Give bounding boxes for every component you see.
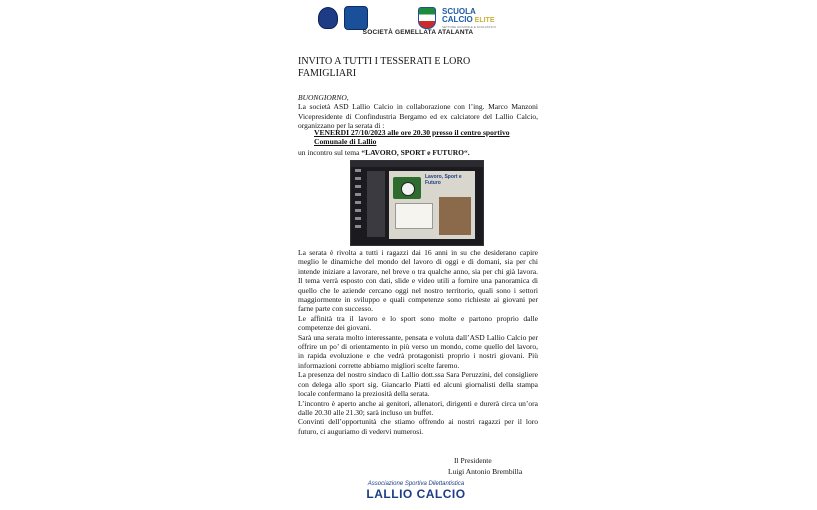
intro-paragraph: La società ASD Lallio Calcio in collaborazione con l’ing. Marco Manzoni Vicepresidente di Confindustria Bergamo ed ex calciatore del Lallio Calcio, organizzano per la serata di :	[298, 102, 538, 131]
slide-photo	[439, 197, 471, 235]
footer-brand: LALLIO CALCIO	[366, 487, 466, 501]
document-page	[296, 0, 540, 510]
greeting: BUONGIORNO,	[298, 93, 349, 102]
football-image	[393, 177, 421, 199]
signature-role: Il Presidente	[454, 456, 492, 465]
slide-panel	[354, 169, 362, 239]
event-date: VENERDI 27/10/2023 alle ore 20.30 presso il centro sportivo Comunale di Lallio	[314, 128, 510, 147]
intro-block	[298, 93, 538, 131]
scuola-calcio-elite-logo	[442, 8, 496, 29]
tema-title: “LAVORO, SPORT e FUTURO“.	[361, 148, 470, 157]
footer-logo	[316, 481, 516, 500]
tema-prefix: un incontro sul tema	[298, 148, 362, 157]
gemellata-caption: SOCIETÀ GEMELLATA ATALANTA	[362, 29, 474, 36]
paragraph: Convinti dell’opportunità che stiamo offrendo ai nostri ragazzi per il loro futuro, ci auguriamo di vedervi numerosi.	[298, 417, 538, 436]
scuola-subtitle: SETTORE GIOVANILE E SCOLASTICO	[442, 25, 496, 29]
footer-association: Associazione Sportiva Dilettantistica	[367, 481, 465, 487]
presentation-screenshot	[350, 160, 484, 246]
signature-block	[448, 455, 522, 477]
slide-thumbnails	[367, 171, 385, 237]
figc-logo	[418, 7, 436, 29]
paragraph: L’incontro è aperto anche ai genitori, allenatori, dirigenti e durerà circa un’ora dalle 20.30 alle 21.30; sarà incluso un buffet.	[298, 398, 538, 417]
document-title: INVITO A TUTTI I TESSERATI E LORO FAMIGLIARI	[298, 56, 471, 79]
signature-name: Luigi Antonio Brembilla	[448, 467, 523, 476]
slide-title: Lavoro, Sport e Futuro	[425, 174, 462, 186]
slide-textbox	[395, 203, 433, 229]
elite-label: ELITE	[474, 17, 495, 24]
atalanta-logo	[318, 7, 338, 29]
paragraph: Sarà una serata molto interessante, pensata e voluta dall’ASD Lallio Calcio per offrire un po’ di orientamento in più verso un mondo, come quello del lavoro, in rapida evoluzione e che vedrà protagonisti proprio i nostri giovani. Più informazioni corrette abbiamo migliori scelte faremo.	[298, 332, 538, 370]
paragraph: Le affinità tra il lavoro e lo sport sono molte e partono proprio dalle competenze dei giovani.	[298, 313, 538, 333]
tema-line	[298, 148, 538, 157]
slide-preview	[389, 171, 475, 239]
paragraph: La presenza del nostro sindaco di Lallio dott.ssa Sara Peruzzini, del consigliere con delega allo sport sig. Giancarlo Piatti ed alcuni giornalisti della stampa locale confermano la preziosità della serata.	[298, 370, 538, 399]
lallio-calcio-logo	[344, 6, 368, 30]
header-logos	[296, 6, 540, 28]
scuola-label: SCUOLA	[442, 7, 476, 16]
paragraph: La serata è rivolta a tutti i ragazzi dai 16 anni in su che desiderano capire meglio le dinamiche del mondo del lavoro di oggi e di domani, sia per chi intende iniziare a lavorare, nel breve o tra qualche anno, sia per chi già lavora. Il tema verrà esposto con dati, slide e video utili a fornire una panoramica di quello che le aziende cercano oggi nel nostro territorio, quali sono i settori maggiormente in sviluppo e quali competenze sono richieste ai giovani per farne parte con successo.	[298, 248, 538, 314]
calcio-label: CALCIO	[442, 15, 473, 24]
body-paragraphs	[298, 248, 538, 436]
app-toolbar	[351, 161, 483, 167]
